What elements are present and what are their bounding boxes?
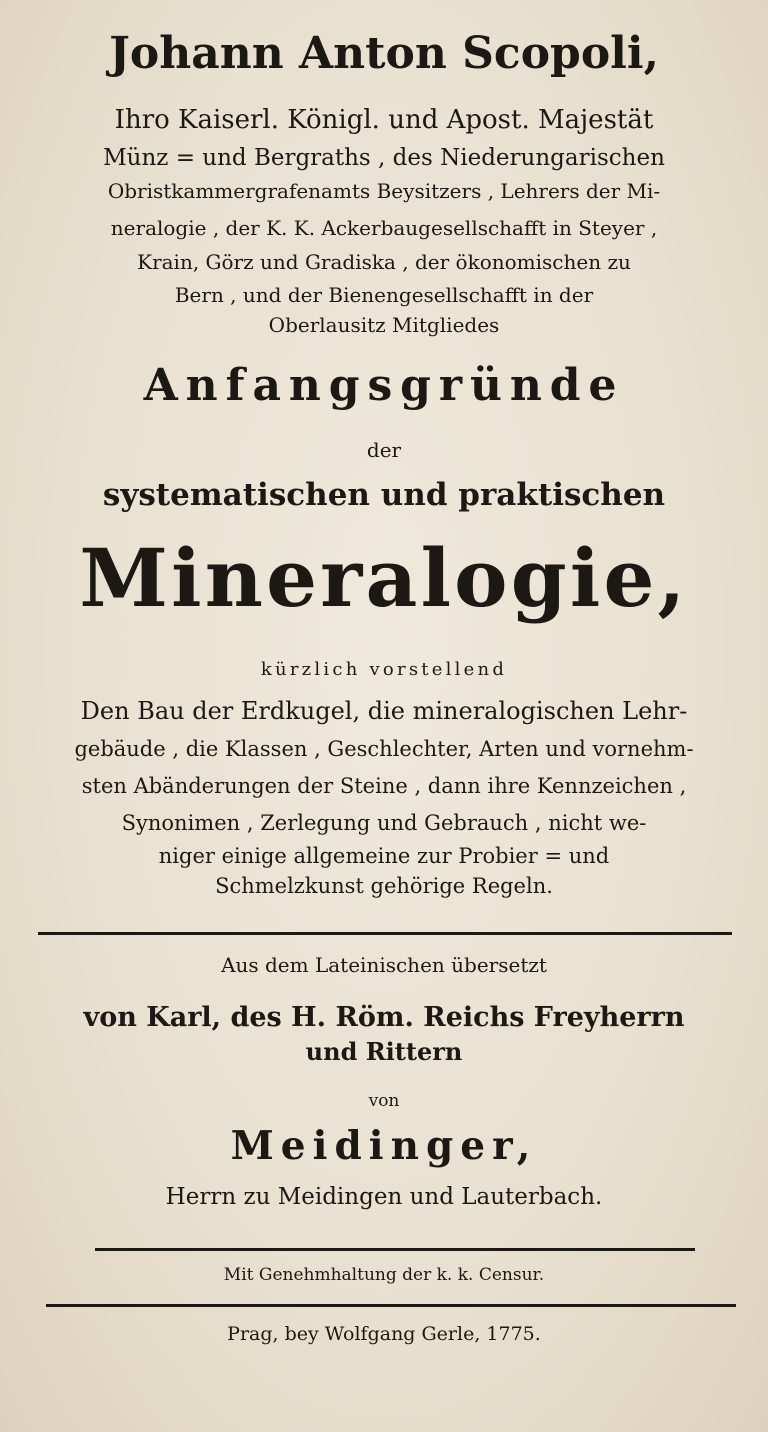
contents-intro: kürzlich vorstellend	[260, 659, 508, 680]
author-titles-line-4: neralogie , der K. K. Ackerbaugesellschafft in Steyer ,	[110, 216, 658, 240]
contents-line-3: sten Abänderungen der Steine , dann ihre Kennzeichen ,	[81, 774, 687, 798]
translation-note: Aus dem Lateinischen übersetzt	[221, 953, 547, 977]
translator-line-2: und Rittern	[305, 1037, 463, 1066]
translator-name: Meidinger,	[230, 1123, 538, 1169]
author-titles-line-6: Bern , und der Bienengesellschafft in der	[174, 283, 594, 307]
translator-von: von	[368, 1091, 400, 1111]
divider-rule-3	[46, 1304, 736, 1307]
contents-line-4: Synonimen , Zerlegung und Gebrauch , nicht we-	[121, 811, 647, 835]
author-titles-line-1: Ihro Kaiserl. Königl. und Apost. Majestät	[114, 105, 654, 135]
subject-title: Mineralogie,	[79, 531, 689, 625]
divider-rule-1	[38, 932, 732, 935]
title-article: der	[366, 438, 402, 462]
subtitle: systematischen und praktischen	[102, 477, 666, 513]
author-titles-line-3: Obristkammergrafenamts Beysitzers , Lehrers der Mi-	[107, 179, 661, 203]
contents-line-2: gebäude , die Klassen , Geschlechter, Arten und vornehm-	[74, 737, 694, 761]
translator-line: von Karl, des H. Röm. Reichs Freyherrn	[83, 1002, 685, 1033]
author-name: Johann Anton Scopoli,	[109, 28, 659, 79]
contents-line-5: niger einige allgemeine zur Probier = und	[158, 844, 610, 868]
imprint: Prag, bey Wolfgang Gerle, 1775.	[227, 1323, 541, 1345]
author-titles-line-2: Münz = und Bergraths , des Niederungarischen	[103, 145, 665, 171]
author-titles-line-7: Oberlausitz Mitgliedes	[268, 313, 500, 337]
main-title: Anfangsgründe	[143, 360, 625, 411]
censorship-note: Mit Genehmhaltung der k. k. Censur.	[223, 1265, 545, 1285]
author-titles-line-5: Krain, Görz und Gradiska , der ökonomischen zu	[137, 250, 631, 274]
contents-line-1: Den Bau der Erdkugel, die mineralogischen Lehr-	[80, 697, 688, 725]
translator-lordship: Herrn zu Meidingen und Lauterbach.	[165, 1184, 603, 1210]
contents-line-6: Schmelzkunst gehörige Regeln.	[215, 874, 553, 898]
divider-rule-2	[95, 1248, 695, 1251]
